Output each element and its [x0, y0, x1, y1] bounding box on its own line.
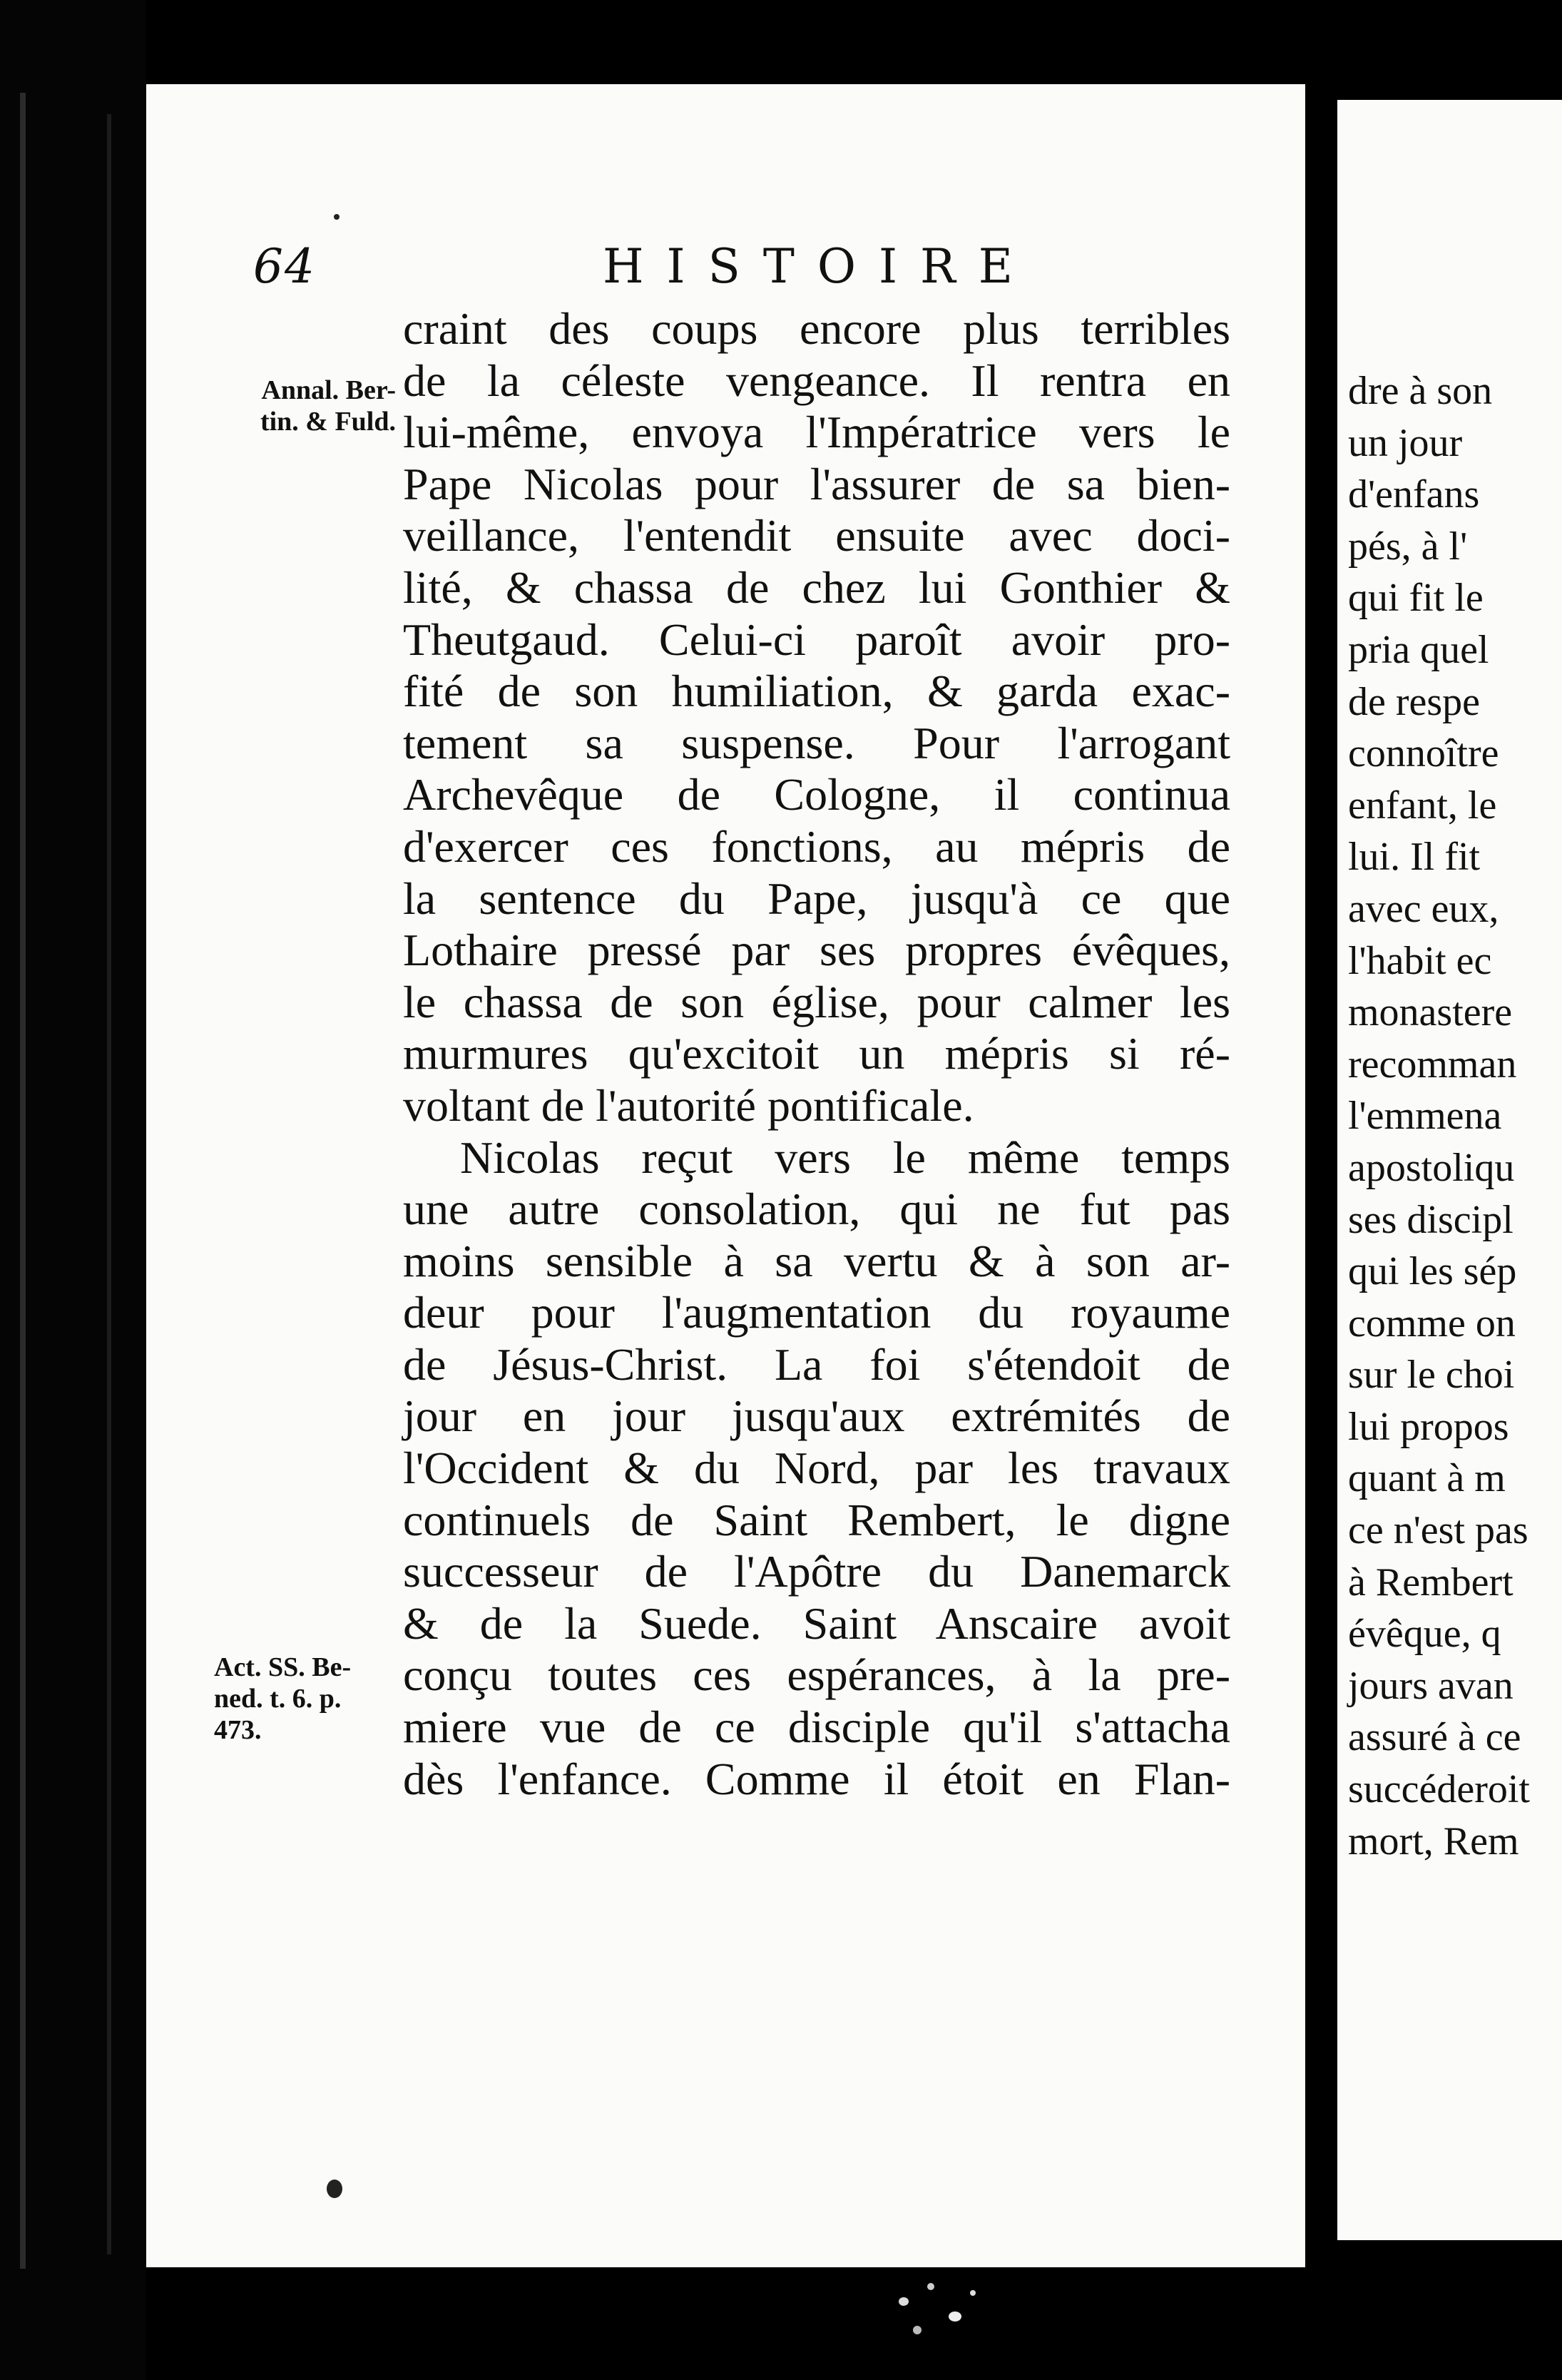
right-text-line: jours avan	[1348, 1663, 1513, 1708]
right-text-line: apostoliqu	[1348, 1145, 1515, 1190]
right-text-line: recomman	[1348, 1042, 1517, 1087]
text-line: dès l'enfance. Comme il étoit en Flan-	[403, 1753, 1230, 1804]
text-line: d'exercer ces fonctions, au mépris de	[403, 820, 1230, 872]
right-text-line: ses discipl	[1348, 1197, 1513, 1242]
page-gutter	[1305, 71, 1337, 2297]
text-line: fité de son humiliation, & garda exac-	[403, 666, 1230, 717]
right-text-line: monastere	[1348, 990, 1513, 1035]
right-page-text	[1348, 365, 1562, 1867]
right-text-line: connoître	[1348, 731, 1499, 776]
text-line: lui-même, envoya l'Impératrice vers le	[403, 407, 1230, 458]
text-line: de la céleste vengeance. Il rentra en	[403, 355, 1230, 406]
text-line: l'Occident & du Nord, par les travaux	[403, 1443, 1230, 1494]
text-line: Archevêque de Cologne, il continua	[403, 769, 1230, 820]
margin-note-2	[214, 1652, 399, 1746]
page-header	[253, 239, 1036, 303]
right-text-line: succéderoit	[1348, 1767, 1530, 1812]
margin-note-1	[182, 375, 396, 437]
right-text-line: pria quel	[1348, 627, 1489, 672]
right-text-line: un jour	[1348, 420, 1463, 465]
text-line: Nicolas reçut vers le même temps	[460, 1131, 1230, 1183]
right-text-line: de respe	[1348, 679, 1481, 724]
bottom-debris	[884, 2269, 999, 2354]
page-number: 64	[253, 239, 316, 294]
ink-speck	[334, 214, 340, 220]
text-line: conçu toutes ces espérances, à la pre-	[403, 1649, 1230, 1701]
right-text-line: comme on	[1348, 1301, 1516, 1346]
binding-line-inner	[107, 114, 111, 2254]
text-line: craint des coups encore plus terribles	[403, 303, 1230, 354]
ink-speck	[327, 2180, 342, 2198]
text-line: deur pour l'augmentation du royaume	[403, 1287, 1230, 1338]
right-text-line: dre à son	[1348, 369, 1493, 413]
text-line: Pape Nicolas pour l'assurer de sa bien-	[403, 458, 1230, 509]
right-text-line: l'habit ec	[1348, 938, 1492, 983]
right-text-line: qui les sép	[1348, 1249, 1517, 1294]
margin-note-text: Annal. Ber- tin. & Fuld.	[260, 375, 396, 437]
right-text-line: mort, Rem	[1348, 1819, 1519, 1863]
text-line: & de la Suede. Saint Anscaire avoit	[403, 1597, 1230, 1649]
text-line: continuels de Saint Rembert, le digne	[403, 1494, 1230, 1545]
right-text-line: ce n'est pas	[1348, 1508, 1528, 1553]
right-text-line: l'emmena	[1348, 1094, 1502, 1139]
right-text-line: enfant, le	[1348, 783, 1497, 828]
text-line: de Jésus-Christ. La foi s'étendoit de	[403, 1338, 1230, 1390]
right-text-line: lui. Il fit	[1348, 835, 1481, 880]
text-line: Theutgaud. Celui-ci paroît avoir pro-	[403, 614, 1230, 665]
text-line: successeur de l'Apôtre du Danemarck	[403, 1546, 1230, 1597]
right-text-line: pés, à l'	[1348, 524, 1468, 569]
text-line: tement sa suspense. Pour l'arrogant	[403, 717, 1230, 768]
right-text-line: avec eux,	[1348, 886, 1499, 931]
right-text-line: lui propos	[1348, 1404, 1509, 1449]
text-line: veillance, l'entendit ensuite avec doci-	[403, 510, 1230, 561]
text-line: murmures qu'excitoit un mépris si ré-	[403, 1028, 1230, 1079]
left-binding-edge	[0, 0, 146, 2380]
right-text-line: qui fit le	[1348, 576, 1484, 621]
text-line: le chassa de son église, pour calmer les	[403, 976, 1230, 1027]
text-line: miere vue de ce disciple qu'il s'attacha	[403, 1702, 1230, 1753]
text-line: Lothaire pressé par ses propres évêques,	[403, 925, 1230, 976]
text-line: une autre consolation, qui ne fut pas	[403, 1184, 1230, 1235]
text-line: la sentence du Pape, jusqu'à ce que	[403, 873, 1230, 924]
margin-note-text: Act. SS. Be- ned. t. 6. p. 473.	[214, 1652, 352, 1745]
running-title: HISTOIRE	[603, 239, 1036, 294]
right-text-line: évêque, q	[1348, 1612, 1501, 1657]
right-text-line: quant à m	[1348, 1456, 1506, 1501]
text-line: lité, & chassa de chez lui Gonthier &	[403, 561, 1230, 613]
right-text-line: d'enfans	[1348, 472, 1480, 517]
right-text-line: sur le choi	[1348, 1353, 1515, 1398]
right-text-line: assuré à ce	[1348, 1715, 1521, 1760]
right-text-line: à Rembert	[1348, 1560, 1513, 1605]
text-line: voltant de l'autorité pontificale.	[403, 1079, 974, 1131]
text-line: jour en jour jusqu'aux extrémités de	[403, 1390, 1230, 1442]
body-text	[403, 303, 1230, 1805]
text-line: moins sensible à sa vertu & à son ar-	[403, 1235, 1230, 1286]
binding-line	[20, 93, 26, 2269]
